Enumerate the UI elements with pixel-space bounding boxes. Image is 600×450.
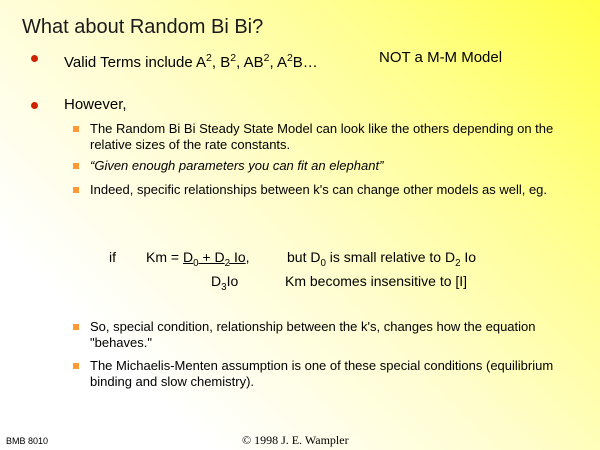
subbullet-square bbox=[73, 163, 79, 169]
fraction-numerator: $D_0 + D_2$ Io bbox=[182, 249, 246, 269]
equation-note-insensitive: Km becomes insensitive to [I] bbox=[285, 273, 468, 289]
subbullet-michaelis-menten: The Michaelis-Menten assumption is one of these special conditions (equilibrium binding and slow chemistry). bbox=[90, 358, 554, 389]
subbullet-relationships: Indeed, specific relationships between k's can change other models as well, eg. bbox=[90, 182, 548, 197]
subbullet-random-bibi: The Random Bi Bi Steady State Model can look like the others depending on the relative sizes of the rate constants. bbox=[90, 121, 554, 152]
subbullet-square bbox=[73, 126, 79, 132]
footer-copyright: © 1998 J. E. Wampler bbox=[242, 433, 349, 447]
subbullet-elephant-quote: “Given enough parameters you can fit an elephant” bbox=[90, 158, 384, 173]
slide-title: What about Random Bi Bi? bbox=[22, 16, 264, 38]
subbullet-special-condition: So, special condition, relationship between the k's, changes how the equation "behaves." bbox=[90, 319, 536, 350]
fraction-denominator: $D_3Io$ bbox=[211, 273, 239, 293]
bullet-dot bbox=[31, 55, 38, 62]
footer-course: BMB 8010 bbox=[6, 436, 49, 446]
bullet-however: However, bbox=[64, 96, 127, 113]
equation-note-d0: but $D_0$ is small relative to $D_2$ Io bbox=[287, 249, 477, 269]
equation-if: if bbox=[109, 249, 116, 265]
subbullet-square bbox=[73, 324, 79, 330]
equation-numerator: $Km = D_0 + D_2$ Io, bbox=[146, 249, 250, 269]
bullet-dot bbox=[31, 102, 38, 109]
not-mm-model-note: NOT a M-M Model bbox=[379, 49, 503, 66]
subbullet-square bbox=[73, 363, 79, 369]
bullet-valid-terms: Valid Terms include $A^2$, $B^2$, $AB^2$, $A^2B\dots$ bbox=[64, 52, 318, 71]
subbullet-square bbox=[73, 187, 79, 193]
